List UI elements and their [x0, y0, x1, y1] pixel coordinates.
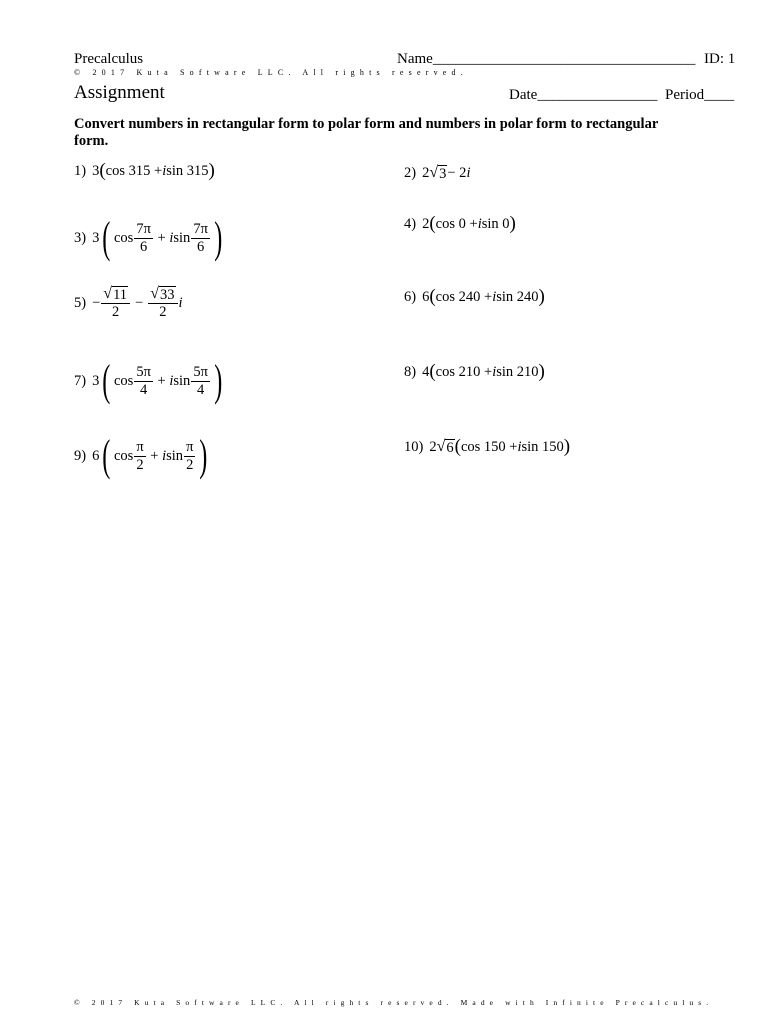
coefficient: 3 [92, 372, 100, 389]
coefficient: 3 [92, 229, 100, 246]
coefficient: 3 [92, 162, 100, 179]
sin-label: sin [173, 372, 191, 389]
problem-5 [74, 286, 183, 321]
expression-part: cos 0 + [435, 215, 478, 232]
fraction [134, 221, 153, 256]
coefficient: 4 [422, 363, 430, 380]
coefficient: 6 [92, 447, 100, 464]
fraction [191, 364, 210, 399]
radicand: 3 [439, 166, 447, 182]
radicand: 6 [446, 439, 454, 456]
denominator: 2 [186, 456, 194, 473]
problem-8 [404, 363, 545, 381]
left-paren: ( [102, 213, 111, 262]
left-paren: ( [429, 213, 436, 234]
right-paren: ) [538, 361, 545, 382]
imaginary-unit: i [466, 165, 471, 181]
problem-9 [74, 431, 211, 480]
expression-part: sin 210 [496, 363, 539, 380]
problem-7 [74, 356, 226, 405]
plus-sign: + [153, 372, 170, 389]
fraction [134, 364, 153, 399]
problem-2 [404, 165, 470, 182]
plus-sign: + [153, 229, 170, 246]
numerator [148, 286, 177, 304]
expression-part: sin 315 [166, 162, 209, 179]
imaginary-unit: i [162, 447, 167, 464]
left-paren: ( [454, 436, 461, 457]
radicand: 33 [160, 287, 175, 303]
right-paren: ) [538, 286, 545, 307]
expression-part: cos 315 + [105, 162, 163, 179]
fraction [148, 286, 177, 321]
denominator: 2 [112, 304, 120, 320]
denominator: 4 [196, 381, 205, 398]
numerator: π [136, 438, 144, 455]
instructions: Convert numbers in rectangular form to polar form and numbers in polar form to rectangular form. [74, 116, 659, 149]
numerator: 5π [193, 363, 208, 380]
problem-number: 4) [404, 215, 417, 232]
fraction [134, 439, 145, 474]
minus-sign: − [92, 295, 101, 311]
copyright-line: © 2017 Kuta Software LLC. All rights reserved. [74, 68, 468, 77]
expression-part: cos 150 + [460, 438, 518, 455]
footer-copyright: © 2017 Kuta Software LLC. All rights reserved. Made with Infinite Precalculus. [74, 998, 714, 1007]
expression-part: − 2 [447, 165, 467, 181]
period-field-label: Period____ [665, 87, 735, 103]
numerator: 5π [136, 363, 151, 380]
imaginary-unit: i [492, 363, 497, 380]
problem-number: 3) [74, 229, 87, 246]
numerator: 7π [136, 220, 151, 237]
coefficient: 6 [422, 288, 430, 305]
worksheet-id: ID: 1 [704, 51, 736, 67]
problem-number: 8) [404, 363, 417, 380]
imaginary-unit: i [169, 229, 174, 246]
imaginary-unit: i [517, 438, 522, 455]
imaginary-unit: i [477, 215, 482, 232]
right-paren: ) [199, 431, 208, 480]
problem-number: 2) [404, 165, 417, 181]
fraction [101, 286, 130, 321]
fraction [184, 439, 195, 474]
expression-part: sin 240 [496, 288, 539, 305]
cos-label: cos [114, 229, 134, 246]
square-root [429, 165, 447, 182]
expression-part: cos 210 + [435, 363, 493, 380]
radical-sign: √ [150, 285, 159, 302]
denominator: 6 [196, 238, 205, 255]
expression-part: cos 240 + [435, 288, 493, 305]
left-paren: ( [102, 356, 111, 405]
radical-sign: √ [429, 164, 439, 181]
problem-number: 6) [404, 288, 417, 305]
coefficient: 2 [422, 215, 430, 232]
problem-number: 1) [74, 162, 87, 179]
right-paren: ) [214, 213, 223, 262]
name-field-label: Name___________________________________ [397, 51, 696, 67]
imaginary-unit: i [492, 288, 497, 305]
expression-part: sin 150 [521, 438, 564, 455]
date-field-label: Date________________ [509, 87, 658, 103]
numerator [101, 286, 130, 304]
cos-label: cos [114, 447, 134, 464]
problem-number: 9) [74, 447, 87, 464]
problem-6 [404, 288, 545, 306]
right-paren: ) [563, 436, 571, 457]
problem-10 [404, 438, 570, 456]
imaginary-unit: i [178, 295, 183, 311]
problem-4 [404, 215, 516, 233]
radical-sign: √ [436, 437, 446, 455]
coefficient: 2 [429, 438, 437, 455]
assignment-title: Assignment [74, 82, 165, 103]
imaginary-unit: i [169, 372, 174, 389]
right-paren: ) [509, 213, 516, 234]
numerator: 7π [193, 220, 208, 237]
cos-label: cos [114, 372, 134, 389]
square-root [437, 439, 455, 456]
problem-number: 7) [74, 372, 87, 389]
coefficient: 2 [422, 165, 430, 181]
right-paren: ) [208, 160, 215, 181]
square-root [150, 286, 175, 303]
imaginary-unit: i [162, 162, 167, 179]
radical-sign: √ [103, 285, 113, 302]
denominator: 2 [159, 304, 167, 320]
course-name: Precalculus [74, 51, 144, 67]
sin-label: sin [166, 447, 184, 464]
right-paren: ) [214, 356, 223, 405]
denominator: 4 [140, 381, 148, 398]
problem-3 [74, 213, 226, 262]
problem-1 [74, 162, 215, 180]
numerator: π [186, 438, 194, 455]
minus-sign: − [135, 295, 144, 311]
radicand: 11 [113, 287, 128, 303]
left-paren: ( [429, 361, 436, 382]
left-paren: ( [102, 431, 111, 480]
left-paren: ( [429, 286, 436, 307]
denominator: 6 [140, 238, 148, 255]
square-root [103, 286, 128, 303]
sin-label: sin [173, 229, 191, 246]
problem-number: 10) [404, 438, 424, 455]
fraction [191, 221, 210, 256]
denominator: 2 [136, 456, 144, 473]
problem-number: 5) [74, 295, 87, 311]
expression-part: sin 0 [481, 215, 510, 232]
plus-sign: + [146, 447, 163, 464]
left-paren: ( [99, 160, 106, 181]
